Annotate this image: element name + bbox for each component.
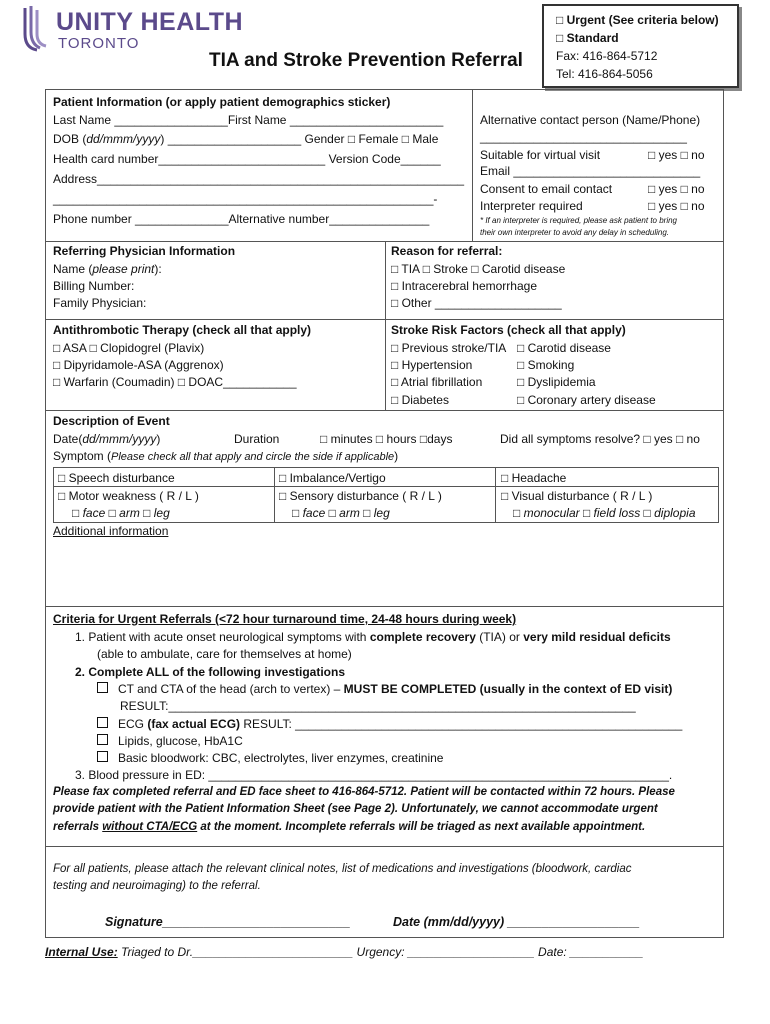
symptom-post: ) bbox=[394, 449, 399, 463]
fax-instructions-2: provide patient with the Patient Information Sheet (see Page 2). Unfortunately, we cannot accommodate urgent bbox=[53, 803, 658, 815]
symptom-instructions bbox=[53, 449, 398, 463]
event-date-field[interactable] bbox=[53, 432, 160, 446]
contact-box bbox=[542, 4, 739, 88]
antithrombotic-heading: Antithrombotic Therapy (check all that apply) bbox=[53, 323, 312, 337]
address-field[interactable]: Address_______________________________________________________ bbox=[53, 172, 465, 186]
ct-checkbox-row[interactable] bbox=[97, 682, 672, 696]
bp-field[interactable]: 3. Blood pressure in ED: _____________________________________________________________________. bbox=[75, 768, 673, 782]
sensory-sub-options[interactable]: □ face □ arm □ leg bbox=[292, 506, 390, 520]
alt-contact-label: Alternative contact person (Name/Phone) bbox=[480, 113, 701, 127]
criteria-item-1-bold1: complete recovery bbox=[369, 630, 476, 644]
family-physician-field[interactable]: Family Physician: bbox=[53, 296, 147, 310]
signature-field[interactable]: Signature___________________________ bbox=[105, 915, 351, 929]
phone-field[interactable]: Phone number ______________Alternative number_______________ bbox=[53, 212, 430, 226]
criteria-item-1-mid: (TIA) or bbox=[475, 630, 524, 644]
internal-use-row[interactable] bbox=[45, 945, 643, 959]
additional-info-label: Additional information bbox=[53, 524, 169, 538]
duration-label: Duration bbox=[234, 432, 280, 446]
risk-afib[interactable]: □ Atrial fibrillation bbox=[391, 375, 483, 389]
standard-checkbox[interactable]: □ Standard bbox=[556, 31, 619, 45]
reason-other[interactable]: □ Other ___________________ bbox=[391, 296, 562, 310]
lipids-label: Lipids, glucose, HbA1C bbox=[118, 734, 243, 748]
risk-diabetes[interactable]: □ Diabetes bbox=[391, 393, 449, 407]
antithrombotic-aggrenox[interactable]: □ Dipyridamole-ASA (Aggrenox) bbox=[53, 358, 224, 372]
logo-line1: UNITY HEALTH bbox=[56, 8, 244, 36]
checkbox-icon[interactable] bbox=[97, 682, 108, 693]
health-card-field[interactable]: Health card number_________________________ Version Code______ bbox=[53, 152, 441, 166]
dob-gender-field[interactable] bbox=[53, 132, 438, 146]
physician-name-hint: please print bbox=[92, 262, 155, 276]
ecg-checkbox-row[interactable] bbox=[97, 717, 682, 731]
risk-smoking[interactable]: □ Smoking bbox=[517, 358, 575, 372]
risk-cad[interactable]: □ Coronary artery disease bbox=[517, 393, 656, 407]
symptom-imbalance[interactable]: □ Imbalance/Vertigo bbox=[279, 471, 386, 485]
criteria-heading: Criteria for Urgent Referrals (<72 hour turnaround time, 24-48 hours during week) bbox=[53, 612, 517, 626]
virtual-visit-label: Suitable for virtual visit bbox=[480, 148, 601, 162]
fax-number: Fax: 416-864-5712 bbox=[556, 49, 658, 63]
internal-use-fields[interactable]: Triaged to Dr.________________________ Urgency: ___________________ Date: ___________ bbox=[117, 945, 644, 959]
visual-sub-options[interactable]: □ monocular □ field loss □ diplopia bbox=[513, 506, 696, 520]
physician-name-post: ): bbox=[154, 262, 162, 276]
antithrombotic-warfarin-doac[interactable]: □ Warfarin (Coumadin) □ DOAC___________ bbox=[53, 375, 297, 389]
criteria-item-1-bold2: very mild residual deficits bbox=[523, 630, 671, 644]
duration-units[interactable]: □ minutes □ hours □days bbox=[320, 432, 453, 446]
antithrombotic-asa-clopidogrel[interactable]: □ ASA □ Clopidogrel (Plavix) bbox=[53, 341, 205, 355]
attach-note-2: testing and neuroimaging) to the referral. bbox=[53, 880, 261, 892]
checkbox-icon[interactable] bbox=[97, 717, 108, 728]
alt-contact-field[interactable]: _______________________________ bbox=[480, 130, 687, 144]
event-heading: Description of Event bbox=[53, 414, 170, 428]
motor-sub-options[interactable]: □ face □ arm □ leg bbox=[72, 506, 170, 520]
billing-number-field[interactable]: Billing Number: bbox=[53, 279, 135, 293]
criteria-item-2: 2. Complete ALL of the following investigations bbox=[75, 665, 346, 679]
symptom-hint: Please check all that apply and circle the side if applicable bbox=[111, 451, 395, 463]
bloodwork-checkbox-row[interactable] bbox=[97, 751, 443, 765]
physician-heading: Referring Physician Information bbox=[53, 244, 236, 258]
ecg-result-field[interactable]: RESULT: __________________________________________________________ bbox=[240, 717, 683, 731]
interpreter-note-1: * If an interpreter is required, please ask patient to bring bbox=[480, 216, 677, 225]
reason-heading: Reason for referral: bbox=[391, 244, 503, 258]
logo bbox=[22, 4, 272, 52]
symptoms-resolve[interactable]: Did all symptoms resolve? □ yes □ no bbox=[500, 432, 700, 446]
fax-instructions-3b: without CTA/ECG bbox=[102, 821, 198, 833]
interpreter-options[interactable]: □ yes □ no bbox=[648, 199, 705, 213]
tel-number: Tel: 416-864-5056 bbox=[556, 67, 653, 81]
criteria-item-1-text: 1. Patient with acute onset neurological symptoms with bbox=[75, 630, 370, 644]
dob-rest: ) ____________________ Gender □ Female □ Male bbox=[160, 132, 439, 146]
symptom-headache[interactable]: □ Headache bbox=[501, 471, 567, 485]
urgent-checkbox[interactable]: □ Urgent (See criteria below) bbox=[556, 13, 719, 27]
symptom-speech[interactable]: □ Speech disturbance bbox=[58, 471, 175, 485]
checkbox-icon[interactable] bbox=[97, 734, 108, 745]
risk-heading: Stroke Risk Factors (check all that apply) bbox=[391, 323, 626, 337]
symptom-sensory[interactable]: □ Sensory disturbance ( R / L ) bbox=[279, 489, 442, 503]
interpreter-note-2: their own interpreter to avoid any delay in scheduling. bbox=[480, 228, 669, 237]
criteria-item-1 bbox=[75, 630, 671, 644]
ecg-fax-note: (fax actual ECG) bbox=[147, 717, 241, 731]
interpreter-label: Interpreter required bbox=[480, 199, 583, 213]
ct-result-field[interactable]: RESULT:______________________________________________________________________ bbox=[120, 699, 636, 713]
attach-note-1: For all patients, please attach the relevant clinical notes, list of medications and investigations (bloodwork, cardiac bbox=[53, 863, 632, 875]
checkbox-icon[interactable] bbox=[97, 751, 108, 762]
symptom-label: Symptom ( bbox=[53, 449, 112, 463]
lipids-checkbox-row[interactable] bbox=[97, 734, 243, 748]
virtual-visit-options[interactable]: □ yes □ no bbox=[648, 148, 705, 162]
logo-line2: TORONTO bbox=[58, 35, 140, 52]
fax-instructions-3 bbox=[53, 821, 645, 833]
risk-previous-stroke[interactable]: □ Previous stroke/TIA bbox=[391, 341, 507, 355]
ct-required: MUST BE COMPLETED (usually in the context of ED visit) bbox=[343, 682, 673, 696]
consent-email-options[interactable]: □ yes □ no bbox=[648, 182, 705, 196]
signature-date-field[interactable]: Date (mm/dd/yyyy) ___________________ bbox=[393, 915, 640, 929]
patient-heading: Patient Information (or apply patient demographics sticker) bbox=[53, 95, 391, 109]
fax-instructions-3a: referrals bbox=[53, 821, 103, 833]
symptom-visual[interactable]: □ Visual disturbance ( R / L ) bbox=[501, 489, 653, 503]
reason-tia-stroke-carotid[interactable]: □ TIA □ Stroke □ Carotid disease bbox=[391, 262, 566, 276]
criteria-item-1-line2: (able to ambulate, care for themselves at home) bbox=[97, 647, 352, 661]
dob-format: dd/mmm/yyyy bbox=[86, 132, 161, 146]
physician-name-label: Name ( bbox=[53, 262, 93, 276]
risk-hypertension[interactable]: □ Hypertension bbox=[391, 358, 473, 372]
dob-label: DOB ( bbox=[53, 132, 87, 146]
event-date-post: ) bbox=[156, 432, 161, 446]
last-first-name-field[interactable]: Last Name _________________First Name _______________________ bbox=[53, 113, 444, 127]
symptom-motor[interactable]: □ Motor weakness ( R / L ) bbox=[58, 489, 199, 503]
unity-health-logo-icon bbox=[22, 4, 52, 52]
fax-instructions-1: Please fax completed referral and ED face sheet to 416-864-5712. Patient will be contacted within 72 hours. Please bbox=[53, 786, 675, 798]
internal-use-label: Internal Use: bbox=[45, 945, 118, 959]
event-date-label: Date( bbox=[53, 432, 83, 446]
consent-email-label: Consent to email contact bbox=[480, 182, 613, 196]
page-title: TIA and Stroke Prevention Referral bbox=[209, 50, 523, 71]
address-field-2[interactable]: _________________________________________________________- bbox=[53, 192, 438, 206]
risk-carotid[interactable]: □ Carotid disease bbox=[517, 341, 611, 355]
physician-name-field[interactable] bbox=[53, 262, 162, 276]
ct-label: CT and CTA of the head (arch to vertex) – bbox=[118, 682, 344, 696]
event-date-format: dd/mmm/yyyy bbox=[82, 432, 157, 446]
email-field[interactable]: Email ____________________________ bbox=[480, 164, 701, 178]
fax-instructions-3c: at the moment. Incomplete referrals will be triaged as next available appointment. bbox=[197, 821, 646, 833]
reason-ich[interactable]: □ Intracerebral hemorrhage bbox=[391, 279, 537, 293]
ecg-label: ECG bbox=[118, 717, 148, 731]
risk-dyslipidemia[interactable]: □ Dyslipidemia bbox=[517, 375, 596, 389]
bloodwork-label: Basic bloodwork: CBC, electrolytes, liver enzymes, creatinine bbox=[118, 751, 444, 765]
